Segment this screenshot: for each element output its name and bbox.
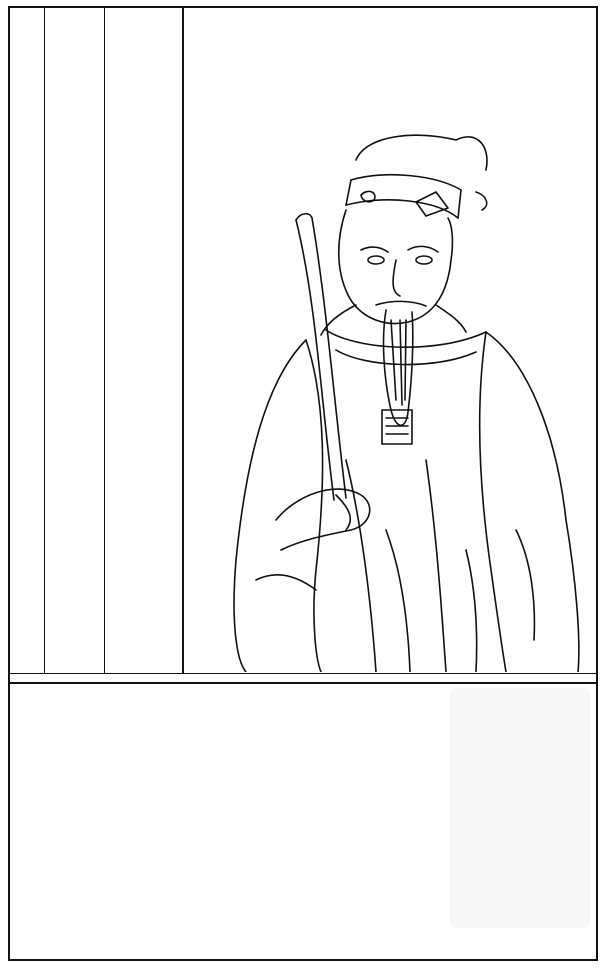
horizontal-divider-thin <box>8 673 598 674</box>
horizontal-divider <box>8 682 598 684</box>
watermark-text <box>584 954 592 958</box>
vertical-rule-middle <box>104 6 105 674</box>
vertical-rule-right <box>182 6 184 674</box>
vertical-rule-left <box>44 6 45 674</box>
seal-shading <box>450 688 590 928</box>
portrait-illustration <box>186 100 596 672</box>
